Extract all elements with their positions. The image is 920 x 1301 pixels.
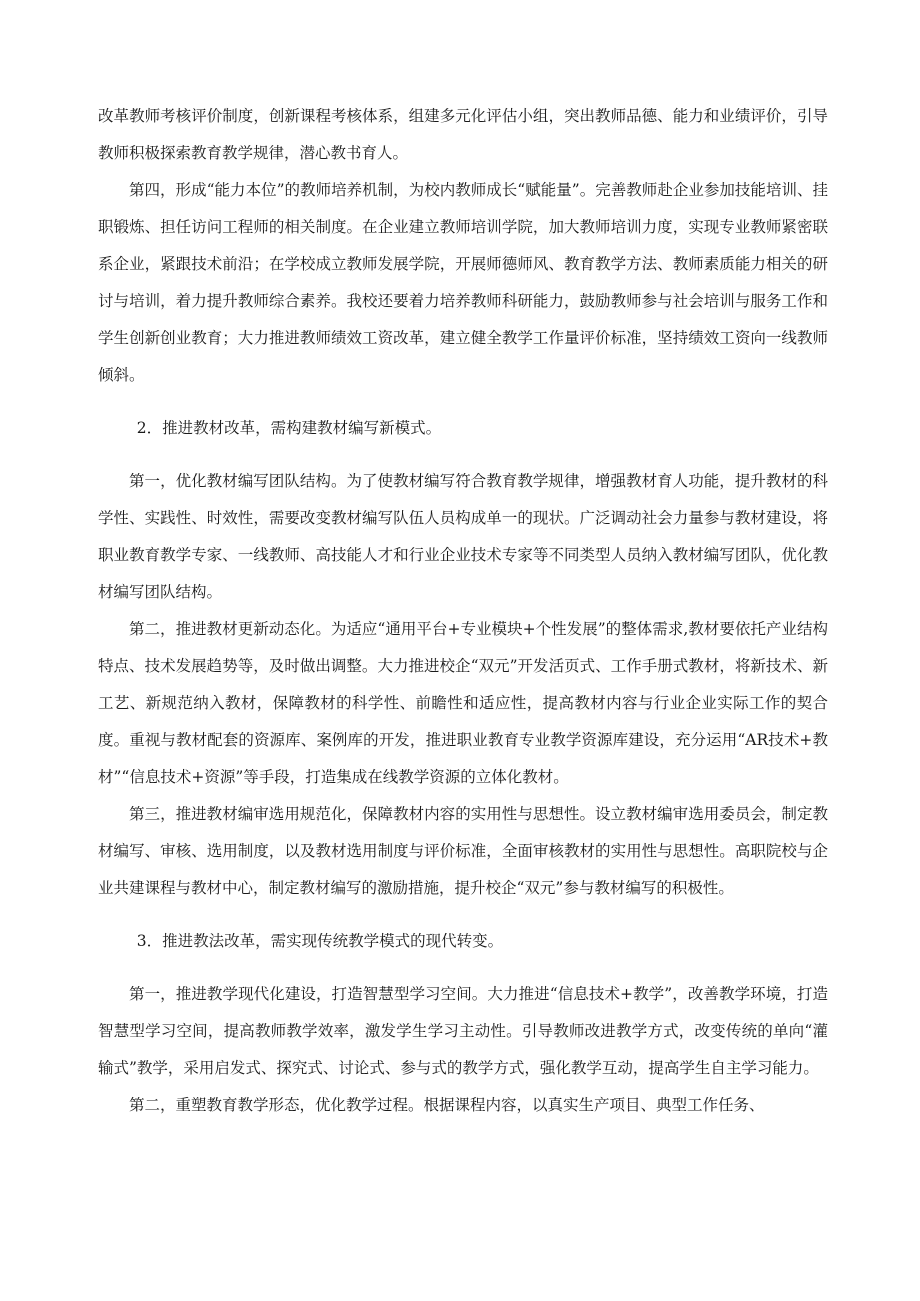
section-heading-teaching-method-reform: 3．推进教法改革，需实现传统教学模式的现代转变。 xyxy=(136,932,504,950)
paragraph-second-dynamic-update: 第二，推进教材更新动态化。为适应“通用平台+专业模块+个性发展”的整体需求,教材要依托产业结构特点、技术发展趋势等，及时做出调整。大力推进校企“双元”开发活页式、工作手册式教材，将新技术、新工艺、新规范纳入教材，保障教材的科学性、前瞻性和适应性，提高教材内容与行业企业实际工作的契合度。重视与教材配套的资源库、案例库的开发，推进职业教育专业教学资源库建设，充分运用“AR技术+教材”“信息技术+资源”等手段，打造集成在线教学资源的立体化教材。 xyxy=(98,620,828,786)
paragraph-third-standardization: 第三，推进教材编审选用规范化，保障教材内容的实用性与思想性。设立教材编审选用委员会，制定教材编写、审核、选用制度，以及教材选用制度与评价标准，全面审核教材的实用性与思想性。高职院校与企业共建课程与教材中心，制定教材编写的激励措施，提升校企“双元”参与教材编写的积极性。 xyxy=(98,805,828,897)
paragraph-evaluation-continued: 改革教师考核评价制度，创新课程考核体系，组建多元化评估小组，突出教师品德、能力和业绩评价，引导教师积极探索教育教学规律，潜心教书育人。 xyxy=(98,107,828,162)
paragraph-second-reshape-teaching: 第二，重塑教育教学形态，优化教学过程。根据课程内容，以真实生产项目、典型工作任务、 xyxy=(129,1096,765,1114)
paragraph-first-modernization: 第一，推进教学现代化建设，打造智慧型学习空间。大力推进“信息技术+教学”，改善教学环境，打造智慧型学习空间，提高教师教学效率，激发学生学习主动性。引导教师改进教学方式，改变传统的单向“灌输式”教学，采用启发式、探究式、讨论式、参与式的教学方式，强化教学互动，提高学生自主学习能力。 xyxy=(98,985,828,1077)
paragraph-first-team-structure: 第一，优化教材编写团队结构。为了使教材编写符合教育教学规律，增强教材育人功能，提升教材的科学性、实践性、时效性，需要改变教材编写队伍人员构成单一的现状。广泛调动社会力量参与教材建设，将职业教育教学专家、一线教师、高技能人才和行业企业技术专家等不同类型人员纳入教材编写团队，优化教材编写团队结构。 xyxy=(98,472,828,601)
section-heading-textbook-reform: 2．推进教材改革，需构建教材编写新模式。 xyxy=(136,419,442,437)
paragraph-fourth-training: 第四，形成“能力本位”的教师培养机制，为校内教师成长“赋能量”。完善教师赴企业参加技能培训、挂职锻炼、担任访问工程师的相关制度。在企业建立教师培训学院，加大教师培训力度，实现专业教师紧密联系企业，紧跟技术前沿；在学校成立教师发展学院，开展师德师风、教育教学方法、教师素质能力相关的研讨与培训，着力提升教师综合素养。我校还要着力培养教师科研能力，鼓励教师参与社会培训与服务工作和学生创新创业教育；大力推进教师绩效工资改革，建立健全教学工作量评价标准，坚持绩效工资向一线教师倾斜。 xyxy=(98,181,828,384)
document-page xyxy=(98,98,828,1124)
